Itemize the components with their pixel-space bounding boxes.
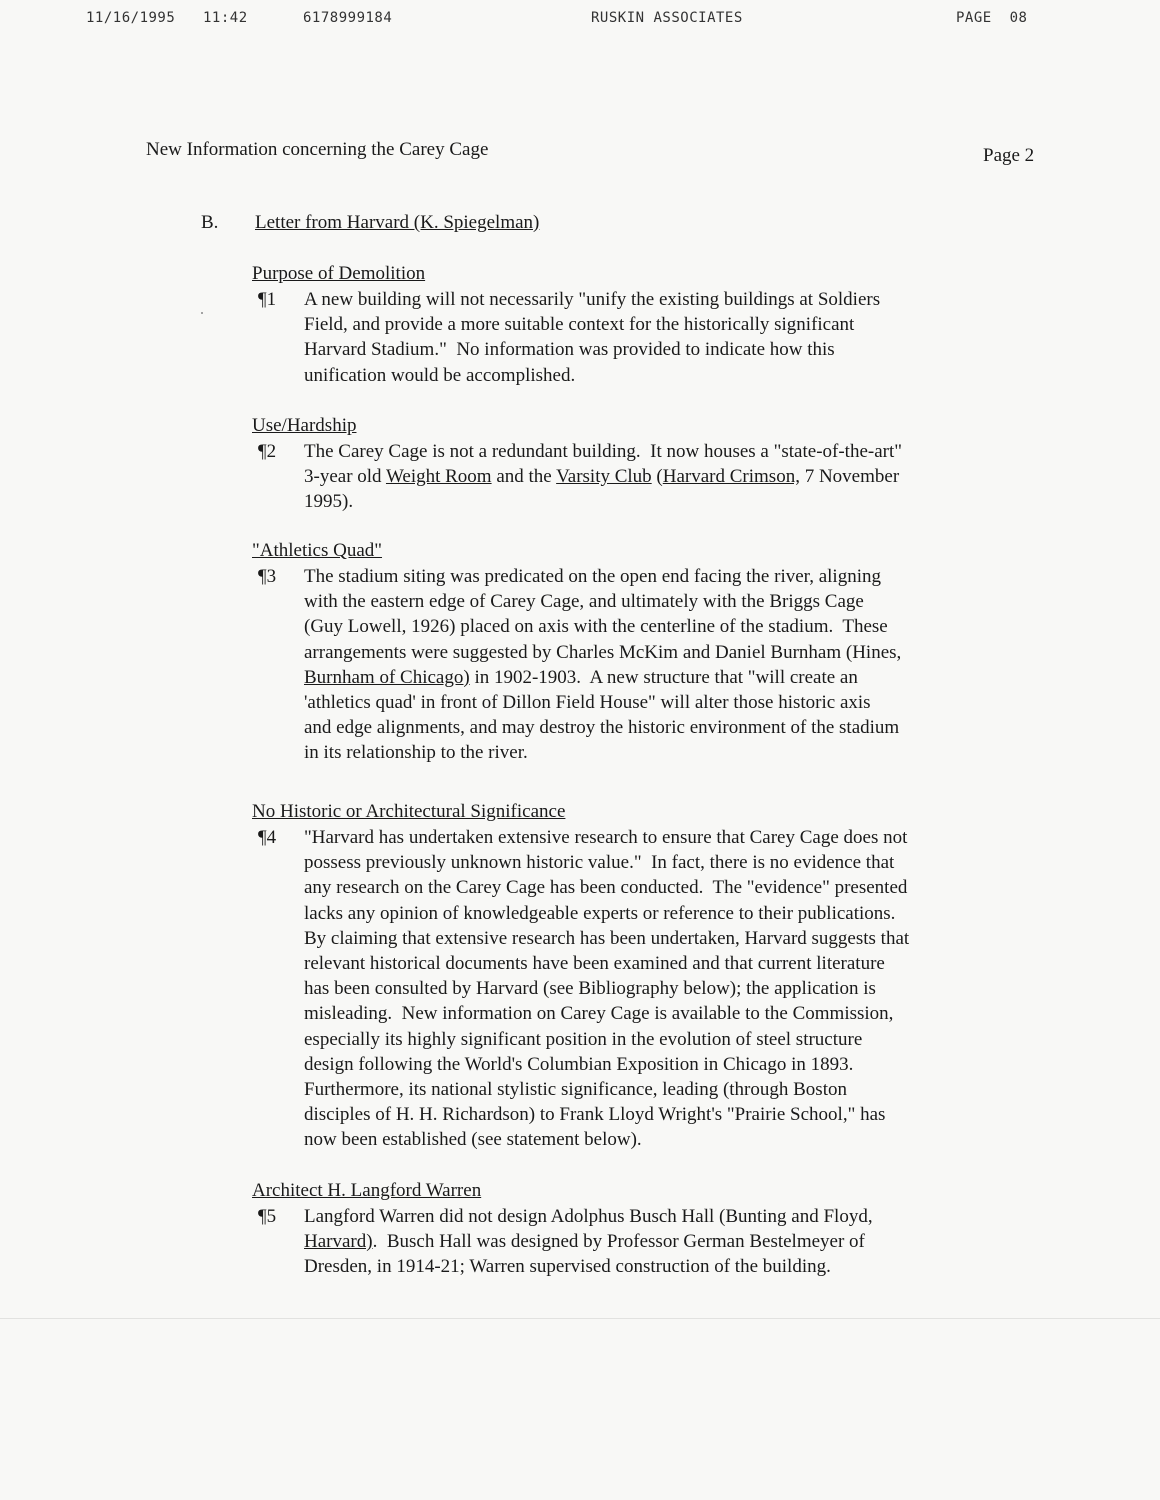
fax-page-number: PAGE 08 [956,10,1028,26]
pilcrow-paragraph-number: ¶3 [258,566,277,587]
text-segment: with the eastern edge of Carey Cage, and ultimately with the Briggs Cage [304,591,864,613]
paragraph-line [304,665,1052,690]
text-segment: Dresden, in 1914-21; Warren supervised construction of the building. [304,1256,831,1278]
paragraph-text [304,825,1052,1153]
text-segment: A new building will not necessarily "unify the existing buildings at Soldiers [304,289,881,310]
paragraph-line [304,337,1052,362]
paragraph-line [304,564,1052,589]
underlined-reference: Burnham of Chicago) [304,666,470,688]
text-segment: Harvard Stadium." No information was provided to indicate how this [304,339,835,361]
text-segment: disciples of H. H. Richardson) to Frank Lloyd Wright's "Prairie School," has [304,1104,886,1126]
underlined-reference: Harvard Crimson, [662,466,800,488]
paragraph-line [304,926,1052,951]
paragraph-line [304,740,1052,765]
section-letter: B. [201,212,219,233]
text-segment: 1995). [304,491,354,513]
document-title: New Information concerning the Carey Cage [146,139,489,160]
text-segment: now been established (see statement below). [304,1129,642,1151]
paragraph-text [304,1204,1052,1280]
paragraph [252,564,1052,766]
fax-company: RUSKIN ASSOCIATES [591,10,743,26]
paragraph-line [304,850,1052,875]
underlined-reference: Harvard) [304,1231,373,1253]
text-segment: The Carey Cage is not a redundant building. It now houses a "state-of-the-art" [304,441,903,462]
text-segment: and edge alignments, and may destroy the historic environment of the stadium [304,717,900,739]
subsection-use-hardship [252,415,1052,515]
scan-speck [201,312,203,314]
paragraph [252,825,1052,1153]
paragraph-line [304,690,1052,715]
paragraph-line [304,1204,1052,1229]
paragraph-line [304,287,1052,312]
text-segment: any research on the Carey Cage has been conducted. The "evidence" presented [304,877,908,899]
paragraph-line [304,875,1052,900]
paragraph-line [304,1027,1052,1052]
paragraph-line [304,1077,1052,1102]
paragraph-line [304,1001,1052,1026]
paragraph-line [304,715,1052,740]
text-segment: arrangements were suggested by Charles McKim and Daniel Burnham (Hines, [304,641,902,663]
text-segment: 'athletics quad' in front of Dillon Field House" will alter those historic axis [304,692,871,714]
text-segment: unification would be accomplished. [304,364,576,386]
text-segment: "Harvard has undertaken extensive research to ensure that Carey Cage does not [304,827,908,848]
text-segment: Langford Warren did not design Adolphus Busch Hall (Bunting and Floyd, [304,1206,873,1227]
text-segment: 7 November [799,466,900,488]
paragraph-line [304,312,1052,337]
paragraph-line [304,439,1052,464]
paragraph-line [304,825,1052,850]
paragraph-line [304,1254,1052,1279]
text-segment: (Guy Lowell, 1926) placed on axis with the centerline of the stadium. These [304,616,888,638]
subsection-athletics-quad [252,540,1052,766]
subsection-heading: "Athletics Quad" [252,540,383,561]
paragraph [252,287,1052,388]
text-segment: has been consulted by Harvard (see Bibliography below); the application is [304,978,876,1000]
subsection-purpose-of-demolition [252,263,1052,388]
text-segment: Field, and provide a more suitable context for the historically significant [304,314,855,336]
text-segment: misleading. New information on Carey Cage is available to the Commission, [304,1003,894,1025]
text-segment: in 1902-1903. A new structure that "will create an [469,666,858,688]
underlined-reference: Varsity Club [556,466,652,488]
text-segment: The stadium siting was predicated on the open end facing the river, aligning [304,566,881,587]
subsection-heading: Architect H. Langford Warren [252,1180,482,1201]
paragraph-line [304,589,1052,614]
pilcrow-paragraph-number: ¶4 [258,827,277,848]
subsection-heading: Purpose of Demolition [252,263,426,284]
fax-phone-number: 6178999184 [303,10,393,26]
paragraph [252,1204,1052,1280]
fax-date: 11/16/1995 [86,10,176,26]
paragraph-text [304,287,1052,388]
text-segment: . Busch Hall was designed by Professor German Bestelmeyer of [372,1231,865,1253]
paragraph-line [304,363,1052,388]
fax-time: 11:42 [203,10,248,26]
paragraph-line [304,976,1052,1001]
paragraph-text [304,439,1052,515]
text-segment: especially its highly significant position in the evolution of steel structure [304,1028,863,1050]
subsection-architect-warren [252,1180,1052,1280]
text-segment: By claiming that extensive research has been undertaken, Harvard suggests that [304,927,910,949]
subsection-no-historic-significance [252,801,1052,1153]
paragraph-line [304,640,1052,665]
pilcrow-paragraph-number: ¶5 [258,1206,277,1227]
paragraph-line [304,1052,1052,1077]
paragraph-line [304,464,1052,489]
paragraph-text [304,564,1052,766]
text-segment: possess previously unknown historic value." In fact, there is no evidence that [304,852,895,874]
paragraph-line [304,901,1052,926]
text-segment: relevant historical documents have been examined and that current literature [304,953,885,975]
underlined-reference: Weight Room [385,466,492,488]
paragraph-line [304,1127,1052,1152]
paragraph-line [304,614,1052,639]
text-segment: in its relationship to the river. [304,742,528,764]
page-divider [0,1318,1160,1319]
paragraph-line [304,1229,1052,1254]
subsection-heading: No Historic or Architectural Significance [252,801,566,822]
pilcrow-paragraph-number: ¶1 [258,289,277,310]
text-segment: 3-year old [304,466,386,488]
paragraph-line [304,951,1052,976]
paragraph [252,439,1052,515]
document-page-label: Page 2 [983,145,1035,166]
section-title: Letter from Harvard (K. Spiegelman) [255,212,540,233]
fax-header [0,10,1160,32]
text-segment: lacks any opinion of knowledgeable experts or reference to their publications. [304,902,896,924]
text-segment: and the [491,466,557,488]
paragraph-line [304,489,1052,514]
paragraph-line [304,1102,1052,1127]
pilcrow-paragraph-number: ¶2 [258,441,277,462]
text-segment: Furthermore, its national stylistic significance, leading (through Boston [304,1079,847,1101]
text-segment: ( [651,466,663,488]
subsection-heading: Use/Hardship [252,415,357,436]
text-segment: design following the World's Columbian Exposition in Chicago in 1893. [304,1053,854,1075]
